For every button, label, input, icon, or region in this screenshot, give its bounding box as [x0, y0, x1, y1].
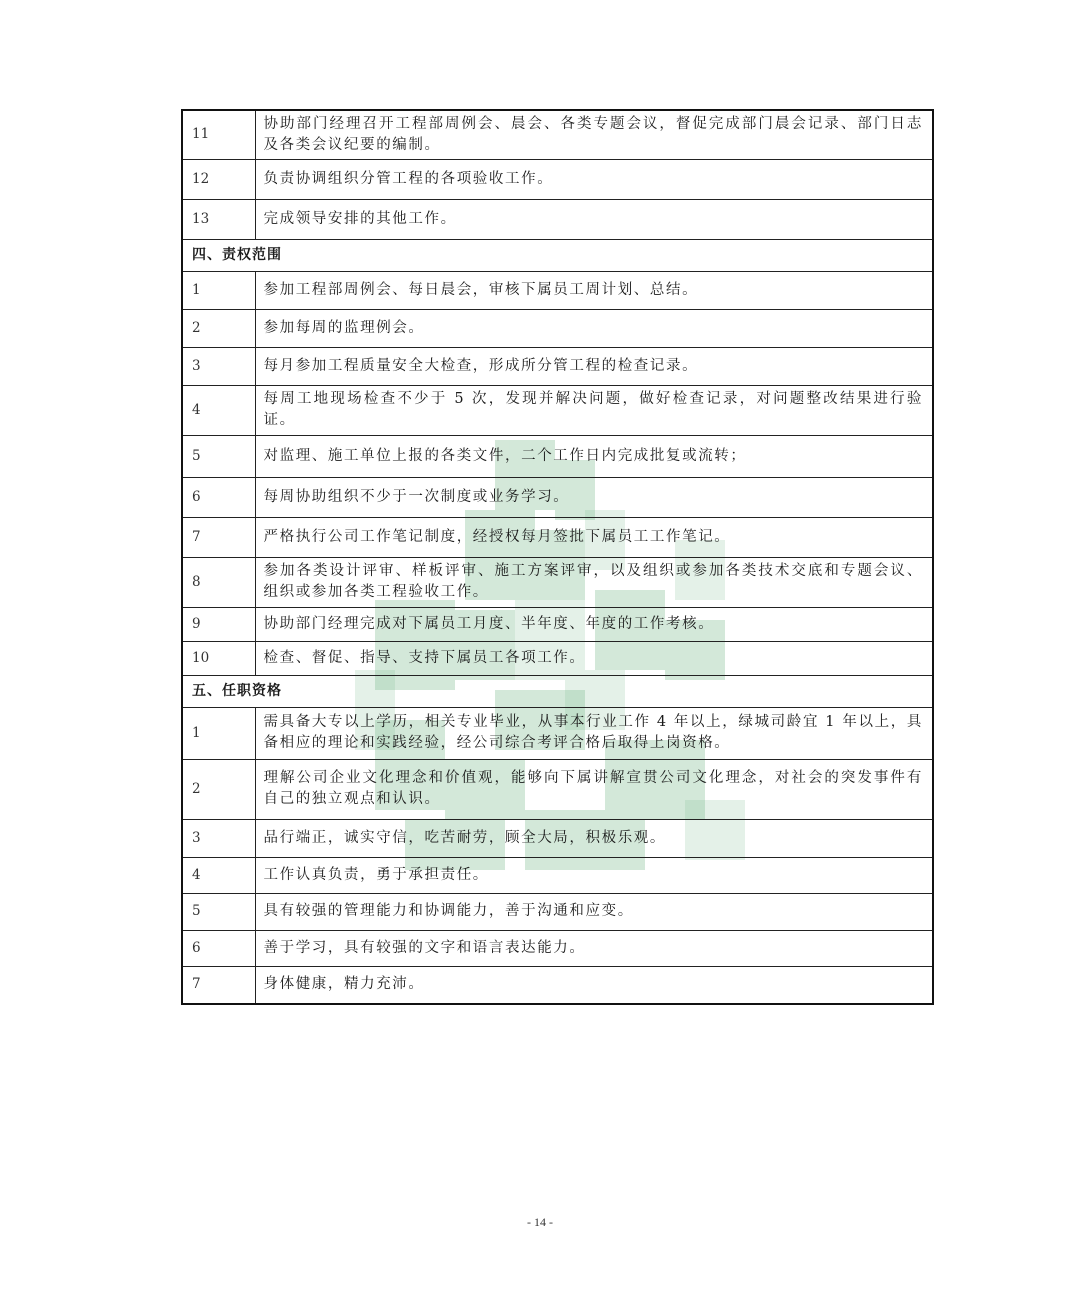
table-row — [182, 966, 933, 1004]
row-number: 6 — [182, 930, 255, 966]
table-row — [182, 309, 933, 347]
row-number: 1 — [182, 707, 255, 759]
row-text: 完成领导安排的其他工作。 — [255, 199, 933, 239]
section-title: 四、责权范围 — [182, 239, 933, 271]
row-number: 12 — [182, 159, 255, 199]
row-number: 2 — [182, 759, 255, 819]
table-row — [182, 641, 933, 675]
row-text: 协助部门经理完成对下属员工月度、半年度、年度的工作考核。 — [255, 607, 933, 641]
row-number: 1 — [182, 271, 255, 309]
row-number: 4 — [182, 857, 255, 893]
table-row — [182, 435, 933, 477]
row-number: 6 — [182, 477, 255, 517]
table-row — [182, 857, 933, 893]
row-text: 善于学习，具有较强的文字和语言表达能力。 — [255, 930, 933, 966]
row-number: 10 — [182, 641, 255, 675]
row-text: 具有较强的管理能力和协调能力，善于沟通和应变。 — [255, 893, 933, 930]
row-number: 9 — [182, 607, 255, 641]
section-title: 五、任职资格 — [182, 675, 933, 707]
row-text: 严格执行公司工作笔记制度，经授权每月签批下属员工工作笔记。 — [255, 517, 933, 557]
row-number: 11 — [182, 110, 255, 159]
row-text: 品行端正，诚实守信，吃苦耐劳，顾全大局，积极乐观。 — [255, 819, 933, 857]
row-text: 需具备大专以上学历，相关专业毕业，从事本行业工作 4 年以上，绿城司龄宜 1 年以上，具备相应的理论和实践经验，经公司综合考评合格后取得上岗资格。 — [255, 707, 933, 759]
row-text: 参加各类设计评审、样板评审、施工方案评审，以及组织或参加各类技术交底和专题会议、组织或参加各类工程验收工作。 — [255, 557, 933, 607]
row-number: 3 — [182, 347, 255, 385]
row-text: 负责协调组织分管工程的各项验收工作。 — [255, 159, 933, 199]
row-text: 工作认真负责，勇于承担责任。 — [255, 857, 933, 893]
table-row — [182, 893, 933, 930]
row-number: 5 — [182, 435, 255, 477]
table-row — [182, 199, 933, 239]
table-row — [182, 110, 933, 159]
row-number: 3 — [182, 819, 255, 857]
table-row — [182, 347, 933, 385]
table-row — [182, 707, 933, 759]
row-text: 每月参加工程质量安全大检查，形成所分管工程的检查记录。 — [255, 347, 933, 385]
row-text: 每周协助组织不少于一次制度或业务学习。 — [255, 477, 933, 517]
row-number: 13 — [182, 199, 255, 239]
row-text: 参加工程部周例会、每日晨会，审核下属员工周计划、总结。 — [255, 271, 933, 309]
row-text: 身体健康，精力充沛。 — [255, 966, 933, 1004]
table-row — [182, 930, 933, 966]
duty-table — [181, 109, 934, 1005]
row-text: 对监理、施工单位上报的各类文件，二个工作日内完成批复或流转； — [255, 435, 933, 477]
table-row — [182, 819, 933, 857]
row-text: 理解公司企业文化理念和价值观，能够向下属讲解宣贯公司文化理念，对社会的突发事件有自己的独立观点和认识。 — [255, 759, 933, 819]
table-row — [182, 607, 933, 641]
row-text: 每周工地现场检查不少于 5 次，发现并解决问题，做好检查记录，对问题整改结果进行验证。 — [255, 385, 933, 435]
row-number: 2 — [182, 309, 255, 347]
row-number: 4 — [182, 385, 255, 435]
table-row — [182, 517, 933, 557]
table-row — [182, 271, 933, 309]
row-number: 8 — [182, 557, 255, 607]
row-text: 检查、督促、指导、支持下属员工各项工作。 — [255, 641, 933, 675]
table-row — [182, 477, 933, 517]
section-header-qualification — [182, 675, 933, 707]
section-header-responsibility — [182, 239, 933, 271]
table-row — [182, 759, 933, 819]
row-text: 参加每周的监理例会。 — [255, 309, 933, 347]
table-row — [182, 159, 933, 199]
row-text: 协助部门经理召开工程部周例会、晨会、各类专题会议，督促完成部门晨会记录、部门日志及各类会议纪要的编制。 — [255, 110, 933, 159]
table-row — [182, 385, 933, 435]
row-number: 5 — [182, 893, 255, 930]
row-number: 7 — [182, 966, 255, 1004]
page-number: - 14 - — [527, 1215, 553, 1229]
table-row — [182, 557, 933, 607]
row-number: 7 — [182, 517, 255, 557]
